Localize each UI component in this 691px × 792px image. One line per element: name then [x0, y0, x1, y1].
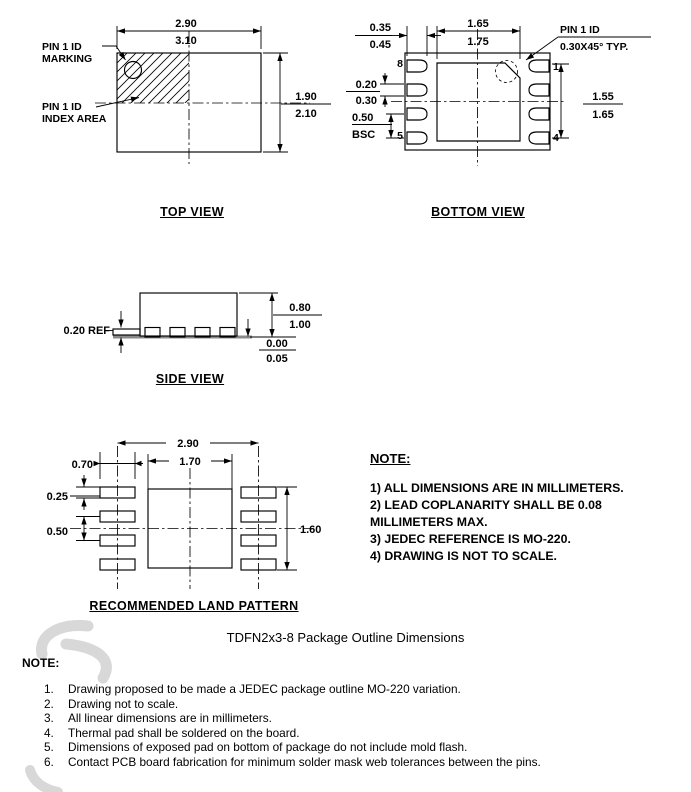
footer-note-number: 1.: [44, 682, 54, 696]
pin1-marking-callout: [42, 41, 126, 65]
pin-number-5: 5: [397, 130, 403, 142]
bottom-view-title: BOTTOM VIEW: [431, 205, 525, 219]
side-lead: [113, 329, 140, 335]
pin1-id-label-line1: PIN 1 ID: [560, 24, 600, 36]
pin1-id-callout: [526, 24, 651, 60]
dim-lead-thickness-label: 0.20 REF: [63, 325, 110, 337]
footer-note-item: [44, 726, 664, 741]
dim-epad-height-min: 1.55: [592, 91, 614, 103]
pin1-marking-label-line2: MARKING: [42, 53, 93, 65]
dim-standoff-max: 0.05: [266, 353, 288, 365]
side-view-title: SIDE VIEW: [155, 372, 225, 386]
jedec-note-line: MILLIMETERS MAX.: [370, 515, 488, 529]
footer-notes-list: [44, 682, 664, 770]
land-pattern: [47, 436, 322, 589]
dim-span-label: 2.90: [177, 438, 199, 450]
dim-center-pad-height: [277, 487, 321, 570]
pin-number-8: 8: [397, 58, 403, 70]
pin1-marking-label-line1: PIN 1 ID: [42, 41, 82, 53]
pin1-id-label-line2: 0.30X45° TYP.: [560, 41, 629, 53]
dim-pitch-qualifier: BSC: [352, 129, 376, 141]
pin1-index-label-line1: PIN 1 ID: [42, 101, 82, 113]
dim-package-height: [239, 293, 322, 337]
footer-note-text: Drawing not to scale.: [68, 696, 179, 711]
top-view: [42, 18, 331, 164]
dim-body-width-min: 2.90: [175, 18, 197, 30]
footer-note-item: [44, 682, 664, 697]
jedec-notes-block: [370, 451, 680, 565]
footer-note-number: 3.: [44, 711, 54, 726]
dim-pad-length-label: 0.70: [71, 459, 93, 471]
dim-lead-length-max: 0.45: [369, 39, 391, 51]
side-view: [64, 293, 322, 365]
dim-body-height-max: 2.10: [295, 108, 317, 120]
top-view-title: TOP VIEW: [160, 205, 224, 219]
dim-epad-width-min: 1.65: [467, 18, 489, 30]
dim-land-pitch-label: 0.50: [46, 526, 68, 538]
dim-lead-length-min: 0.35: [369, 22, 391, 34]
dim-lead-thickness: [64, 311, 121, 353]
dim-standoff-min: 0.00: [266, 338, 288, 350]
jedec-note-line: 3) JEDEC REFERENCE IS MO-220.: [370, 532, 571, 546]
bottom-view: [346, 18, 651, 166]
footer-note-number: 6.: [44, 754, 54, 769]
dim-epad-height-max: 1.65: [592, 109, 614, 121]
right-terminal-pads: [529, 60, 549, 144]
dim-height-max: 1.00: [289, 319, 311, 331]
jedec-note-line: 1) ALL DIMENSIONS ARE IN MILLIMETERS.: [370, 481, 624, 495]
jedec-note-line: 4) DRAWING IS NOT TO SCALE.: [370, 549, 557, 563]
footer-note-heading: NOTE:: [22, 656, 60, 670]
dim-body-width-max: 3.10: [175, 35, 197, 47]
footer-note-item: [44, 755, 664, 770]
footer-note-text: All linear dimensions are in millimeters.: [68, 711, 272, 726]
footer-note-text: Contact PCB board fabrication for minimum solder mask web tolerances between the pins.: [68, 754, 541, 769]
dim-height-min: 0.80: [289, 302, 311, 314]
pin1-index-label-line2: INDEX AREA: [42, 113, 107, 125]
exposed-pad-outline: [437, 63, 520, 141]
dim-lead-width-max: 0.30: [355, 95, 377, 107]
package-side-body: [140, 293, 237, 336]
document-title: TDFN2x3-8 Package Outline Dimensions: [226, 630, 465, 645]
footer-note-text: Dimensions of exposed pad on bottom of package do not include mold flash.: [68, 740, 468, 755]
left-terminal-pads: [407, 60, 427, 144]
footer-note-number: 4.: [44, 725, 54, 740]
dim-body-height-min: 1.90: [295, 91, 317, 103]
jedec-notes-heading: NOTE:: [370, 451, 411, 466]
jedec-note-line: 2) LEAD COPLANARITY SHALL BE 0.08: [370, 498, 602, 512]
dim-span: [118, 436, 259, 450]
dim-pad-width: [47, 475, 100, 510]
footer-note-number: 5.: [44, 740, 54, 755]
footer-note-item: [44, 711, 664, 726]
footer-note-number: 2.: [44, 696, 54, 711]
dim-center-pad-width-label: 1.70: [179, 456, 201, 468]
dim-pitch-value: 0.50: [352, 112, 374, 124]
dim-pad-width-label: 0.25: [46, 491, 68, 503]
pin1-index-hatch-area: [117, 53, 189, 103]
dim-pad-length: [72, 452, 143, 479]
pin-number-4: 4: [553, 132, 559, 144]
footer-note-text: Thermal pad shall be soldered on the board.: [68, 725, 300, 740]
footer-note-item: [44, 697, 664, 712]
dim-lead-length: [355, 22, 441, 56]
land-pattern-title: RECOMMENDED LAND PATTERN: [89, 599, 299, 613]
footer-note-item: [44, 740, 664, 755]
top-view-dim-body-height: [263, 53, 331, 152]
dim-lead-width-min: 0.20: [355, 79, 377, 91]
footer-note-text: Drawing proposed to be made a JEDEC package outline MO-220 variation.: [68, 682, 461, 696]
dim-epad-width-max: 1.75: [467, 36, 489, 48]
pin-number-1: 1: [553, 61, 559, 73]
dim-center-pad-height-label: 1.60: [300, 524, 322, 536]
dim-epad-height: [552, 64, 623, 138]
